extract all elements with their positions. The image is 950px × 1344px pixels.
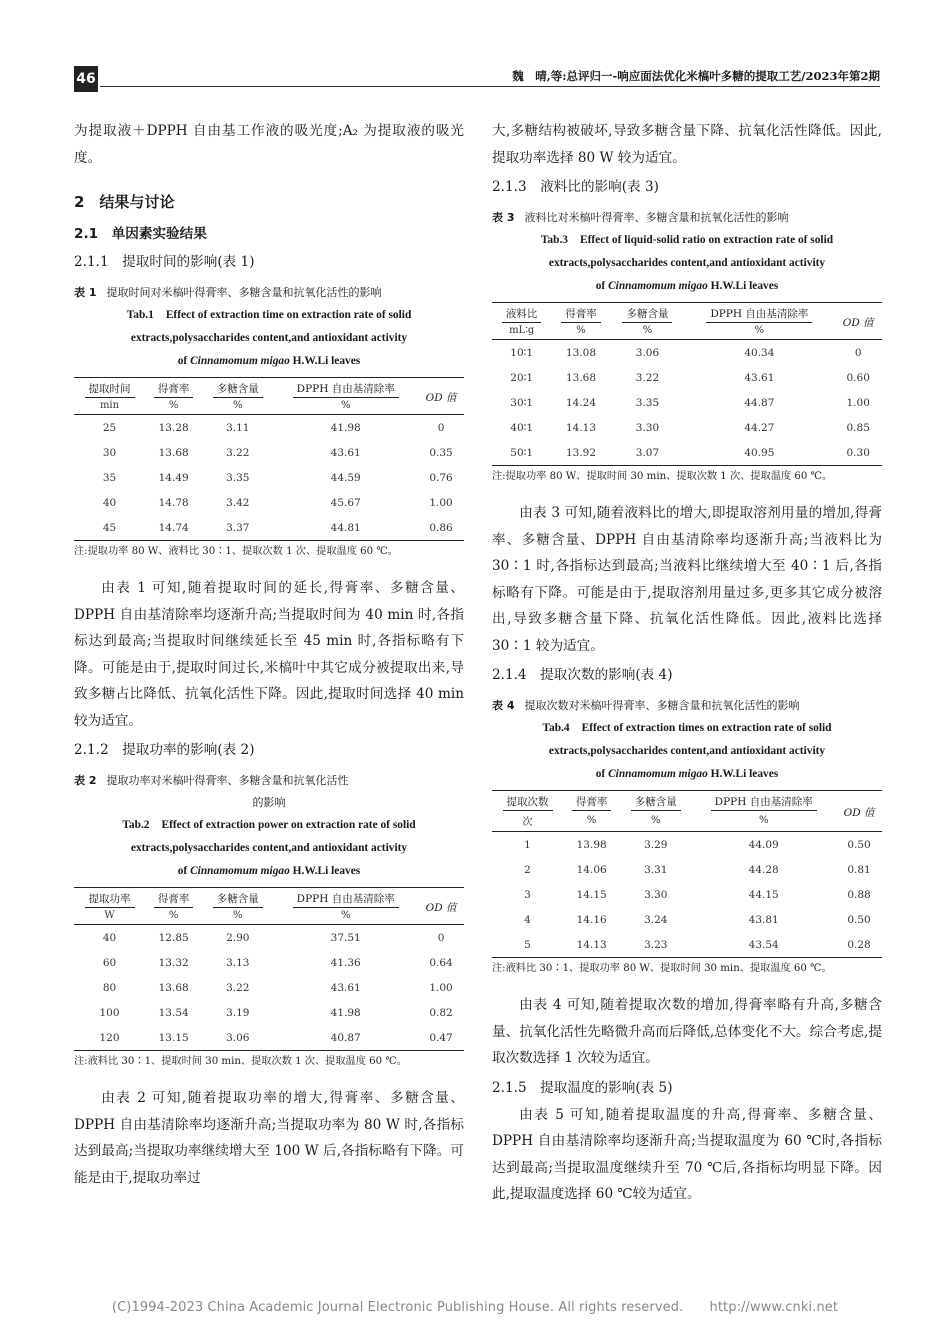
- left-column: [74, 118, 464, 1191]
- data-table: [492, 302, 882, 466]
- caption-text: of: [595, 768, 609, 780]
- table-cell: 3.35: [635, 396, 660, 409]
- table-cell: 45: [74, 515, 145, 541]
- table-cell: 44.27: [744, 421, 775, 434]
- table-cell: 14.74: [145, 515, 202, 541]
- table-caption-text: 液料比对米槁叶得膏率、多糖含量和抗氧化活性的影响: [524, 211, 789, 224]
- table-row: [74, 515, 464, 541]
- caption-text: H.W.Li leaves: [289, 355, 361, 367]
- column-header: [492, 303, 551, 325]
- table-cell: 14.06: [576, 863, 607, 876]
- column-unit: %: [145, 909, 202, 925]
- table-cell: 3.22: [635, 371, 660, 384]
- column-unit: min: [74, 399, 145, 415]
- table-cell: 43.81: [748, 913, 779, 926]
- table-cell: 0.60: [846, 371, 870, 384]
- table-cell: 0.28: [836, 932, 882, 958]
- table-caption-en-line: Effect of extraction power on extraction rate of solid: [161, 819, 416, 831]
- caption-text: of: [595, 280, 609, 292]
- column-unit: 次: [492, 812, 563, 832]
- column-header-label: 得膏率: [572, 794, 612, 811]
- body-paragraph: 由表 3 可知,随着液料比的增大,即提取溶剂用量的增加,得膏率、多糖含量、DPPH 自由基清除率均逐渐升高;当液料比为 30∶1 时,各指标达到最高;当液料比继续增大至 40∶1 后,各指标略有下降。可能是由于,提取溶剂用量过多,更多其它成分被溶出,导致多糖含量下降、抗氧化活性降低。因此,液料比选择 30∶1 较为适宜。: [492, 505, 882, 654]
- table-cell: 3.24: [644, 913, 668, 926]
- copyright-footer: (C)1994-2023 China Academic Journal Electronic Publishing House. All rights reserved. http://www.cnki.net: [111, 1300, 839, 1315]
- table-cell: 0.82: [429, 1006, 453, 1019]
- table-caption-en-line: Effect of extraction times on extraction rate of solid: [581, 722, 832, 734]
- table-caption-en-line: extracts,polysaccharides content,and antioxidant activity: [548, 745, 826, 757]
- table-cell: 13.54: [158, 1006, 189, 1019]
- table-row: [74, 1025, 464, 1051]
- table-caption-en: [492, 717, 882, 786]
- table-cell: 43.61: [330, 446, 361, 459]
- table-cell: 40.95: [684, 440, 834, 466]
- table-cell: 14.49: [158, 471, 189, 484]
- body-paragraph: 由表 1 可知,随着提取时间的延长,得膏率、多糖含量、DPPH 自由基清除率均逐渐升高;当提取时间为 40 min 时,各指标达到最高;当提取时间继续延长至 45 min 时,各指标略有下降。可能是由于,提取时间过长,米槁叶中其它成分被提取出来,导致多糖占比降低、抗氧化活性下降。因此,提取时间选择 40 min 较为适宜。: [74, 580, 464, 729]
- column-unit: W: [74, 909, 145, 925]
- table-row: [492, 882, 882, 907]
- table-row: [492, 340, 882, 366]
- table-row: [74, 490, 464, 515]
- table-label-en: Tab.2: [122, 819, 150, 831]
- column-header: [684, 303, 834, 325]
- column-header: OD 值: [418, 888, 464, 925]
- table-cell: 43.61: [330, 981, 361, 994]
- table-row: [74, 440, 464, 465]
- table-cell: 3.29: [644, 838, 668, 851]
- table-label: 表 1: [74, 286, 97, 299]
- table-cell: 1.00: [429, 496, 453, 509]
- table-cell: 3.23: [620, 932, 691, 958]
- table-cell: 13.32: [158, 956, 189, 969]
- table-cell: 3.19: [226, 1006, 250, 1019]
- table-row: [492, 390, 882, 415]
- column-unit: %: [691, 812, 836, 832]
- table-cell: 0.50: [847, 838, 871, 851]
- column-header: [202, 378, 273, 400]
- table-cell: 35: [102, 471, 117, 484]
- column-header: [202, 888, 273, 910]
- column-header-label: DPPH 自由基清除率: [711, 794, 817, 811]
- table-cell: 25: [102, 421, 117, 434]
- table-row: [492, 440, 882, 466]
- section-title: 2 结果与讨论: [74, 193, 175, 211]
- table-cell: 13.28: [158, 421, 189, 434]
- subsection-heading: 2.1.1 提取时间的影响(表 1): [74, 254, 255, 270]
- table-row: [74, 1000, 464, 1025]
- right-column: [492, 118, 882, 1208]
- table-cell: 3.07: [611, 440, 685, 466]
- table-note: 注:提取功率 80 W、液料比 30∶1、提取次数 1 次、提取温度 60 ℃。: [74, 546, 398, 557]
- table-cell: 14.15: [576, 888, 607, 901]
- column-header: [563, 791, 620, 813]
- table-row: [74, 950, 464, 975]
- table-caption-text: 的影响: [252, 796, 286, 809]
- table-cell: 13.15: [145, 1025, 202, 1051]
- table-label: 表 4: [492, 699, 515, 712]
- caption-text: H.W.Li leaves: [707, 768, 779, 780]
- table-cell: 41.98: [330, 421, 361, 434]
- table-cell: 3.11: [226, 421, 250, 434]
- running-title: 魏 晴,等:总评归一-响应面法优化米槁叶多糖的提取工艺/2023年第2期: [506, 68, 880, 84]
- column-header: [620, 791, 691, 813]
- table-cell: 40: [102, 496, 117, 509]
- header-rule: [100, 86, 880, 87]
- column-header: [74, 888, 145, 910]
- table-cell: 43.54: [691, 932, 836, 958]
- table-cell: 45.67: [330, 496, 361, 509]
- table-cell: 10∶1: [510, 346, 534, 359]
- column-header-label: 多糖含量: [213, 891, 263, 908]
- table-label: 表 2: [74, 774, 97, 787]
- table-cell: 43.61: [744, 371, 775, 384]
- column-header: [611, 303, 685, 325]
- data-table: [492, 790, 882, 958]
- column-header-label: 提取时间: [85, 381, 135, 398]
- column-unit: %: [551, 324, 610, 340]
- table-cell: 3.06: [202, 1025, 273, 1051]
- table-cell: 41.36: [330, 956, 361, 969]
- table-row: [74, 465, 464, 490]
- table-cell: 14.24: [565, 396, 597, 409]
- table-cell: 3.22: [226, 446, 250, 459]
- column-unit: %: [684, 324, 834, 340]
- table-cell: 50∶1: [492, 440, 551, 466]
- table-cell: 0: [437, 931, 445, 944]
- table-cell: 12.85: [158, 931, 189, 944]
- table-cell: 3.30: [635, 421, 660, 434]
- table-label-en: Tab.3: [540, 234, 568, 246]
- table-cell: 30: [102, 446, 117, 459]
- species-name: Cinnamomum migao: [608, 280, 708, 292]
- table-cell: 13.98: [576, 838, 607, 851]
- table-cell: 0.81: [847, 863, 871, 876]
- species-name: Cinnamomum migao: [190, 355, 290, 367]
- caption-text: of: [177, 865, 191, 877]
- column-header: OD 值: [418, 378, 464, 415]
- table-row: [492, 832, 882, 858]
- running-header: [74, 66, 880, 94]
- column-unit: %: [563, 812, 620, 832]
- table-cell: 44.09: [748, 838, 779, 851]
- subsection-heading: 2.1.5 提取温度的影响(表 5): [492, 1079, 673, 1096]
- table-cell: 14.13: [565, 421, 597, 434]
- table-label-en: Tab.4: [542, 722, 570, 734]
- table-cell: 120: [74, 1025, 145, 1051]
- table-caption-text: 提取时间对米槁叶得膏率、多糖含量和抗氧化活性的影响: [106, 286, 382, 299]
- table-cell: 0.47: [418, 1025, 464, 1051]
- table-cell: 100: [99, 1006, 120, 1019]
- column-unit: %: [202, 399, 273, 415]
- column-header-label: DPPH 自由基清除率: [293, 381, 399, 398]
- table-cell: 44.81: [273, 515, 418, 541]
- subsection-heading: [74, 222, 464, 246]
- column-header-label: 液料比: [502, 306, 542, 323]
- table-caption-text: 提取次数对米槁叶得膏率、多糖含量和抗氧化活性的影响: [524, 699, 800, 712]
- data-table: [74, 887, 464, 1051]
- table-cell: 44.28: [748, 863, 779, 876]
- body-paragraph: 大,多糖结构被破坏,导致多糖含量下降、抗氧化活性降低。因此,提取功率选择 80 W 较为适宜。: [492, 123, 882, 166]
- subsection-heading: 2.1.3 液料比的影响(表 3): [492, 179, 659, 195]
- table-caption-cn: [74, 770, 464, 814]
- column-unit: %: [611, 324, 685, 340]
- table-cell: 3.30: [644, 888, 668, 901]
- caption-text: H.W.Li leaves: [707, 280, 779, 292]
- table-row: [492, 857, 882, 882]
- table-cell: 40.87: [273, 1025, 418, 1051]
- table-caption-en: [74, 814, 464, 883]
- column-header-label: 得膏率: [561, 306, 601, 323]
- table-caption-text: 提取功率对米槁叶得膏率、多糖含量和抗氧化活性: [106, 774, 349, 787]
- table-row: [74, 925, 464, 951]
- subsection-heading: 2.1.4 提取次数的影响(表 4): [492, 667, 673, 683]
- caption-text: of: [177, 355, 191, 367]
- column-header: [74, 378, 145, 400]
- table-cell: 13.68: [158, 446, 189, 459]
- table-cell: 3.42: [226, 496, 250, 509]
- table-row: [492, 415, 882, 440]
- table-row: [492, 907, 882, 932]
- table-note: 注:液料比 30∶1、提取功率 80 W、提取时间 30 min、提取温度 60 ℃。: [492, 963, 832, 974]
- column-header: [273, 888, 418, 910]
- table-cell: 3.22: [226, 981, 250, 994]
- table-cell: 44.15: [748, 888, 779, 901]
- table-note: 注:液料比 30∶1、提取时间 30 min、提取次数 1 次、提取温度 60 ℃。: [74, 1056, 407, 1067]
- table-cell: 41.98: [330, 1006, 361, 1019]
- table-cell: 14.16: [576, 913, 607, 926]
- column-header-label: 提取次数: [503, 794, 553, 811]
- table-cell: 0.35: [429, 446, 453, 459]
- table-caption-en: [74, 304, 464, 373]
- column-header-label: 得膏率: [154, 891, 194, 908]
- table-cell: 0.85: [846, 421, 870, 434]
- table-label: 表 3: [492, 211, 515, 224]
- table-cell: 0.64: [429, 956, 453, 969]
- table-caption-en-line: extracts,polysaccharides content,and antioxidant activity: [548, 257, 826, 269]
- column-header: [145, 378, 202, 400]
- column-header-label: 多糖含量: [622, 306, 672, 323]
- table-cell: 5: [492, 932, 563, 958]
- table-cell: 0.30: [834, 440, 882, 466]
- species-name: Cinnamomum migao: [608, 768, 708, 780]
- subsection-heading: 2.1.2 提取功率的影响(表 2): [74, 742, 255, 758]
- column-header: [273, 378, 418, 400]
- table-caption-en-line: extracts,polysaccharides content,and antioxidant activity: [130, 332, 408, 344]
- table-cell: 3.35: [226, 471, 250, 484]
- column-header: [691, 791, 836, 813]
- column-unit: %: [273, 909, 418, 925]
- table-row: [74, 975, 464, 1000]
- table-caption-cn: [74, 282, 464, 304]
- subsection-label: 2.1 单因素实验结果: [74, 226, 207, 242]
- table-caption-en-line: extracts,polysaccharides content,and antioxidant activity: [130, 842, 408, 854]
- table-cell: 0: [854, 346, 862, 359]
- table-cell: 40: [102, 931, 117, 944]
- table-cell: 3.06: [635, 346, 660, 359]
- column-header: OD 值: [834, 303, 882, 340]
- table-cell: 0.50: [847, 913, 871, 926]
- body-paragraph: 由表 4 可知,随着提取次数的增加,得膏率略有升高,多糖含量、抗氧化活性先略微升高而后降低,总体变化不大。综合考虑,提取次数选择 1 次较为适宜。: [492, 997, 882, 1066]
- table-cell: 3: [524, 888, 531, 901]
- column-unit: %: [202, 909, 273, 925]
- table-label-en: Tab.1: [126, 309, 154, 321]
- table-caption-en-line: [500, 763, 874, 786]
- table-cell: 40∶1: [510, 421, 534, 434]
- column-header-label: DPPH 自由基清除率: [706, 306, 812, 323]
- table-cell: 0.86: [418, 515, 464, 541]
- column-header: [551, 303, 610, 325]
- column-header: [492, 791, 563, 813]
- table-cell: 13.08: [565, 346, 597, 359]
- table-row: [492, 932, 882, 958]
- table-cell: 1.00: [429, 981, 453, 994]
- species-name: Cinnamomum migao: [190, 865, 290, 877]
- column-header: OD 值: [836, 791, 882, 832]
- table-cell: 3.31: [644, 863, 668, 876]
- table-cell: 3.37: [202, 515, 273, 541]
- table-cell: 44.87: [744, 396, 775, 409]
- column-header-label: 提取功率: [85, 891, 135, 908]
- table-cell: 30∶1: [510, 396, 534, 409]
- table-caption-en-line: Effect of extraction time on extraction rate of solid: [165, 309, 412, 321]
- table-row: [492, 365, 882, 390]
- table-cell: 13.68: [565, 371, 597, 384]
- table-cell: 40.34: [744, 346, 775, 359]
- table-caption-en-line: Effect of liquid-solid ratio on extraction rate of solid: [580, 234, 834, 246]
- table-cell: 14.78: [158, 496, 189, 509]
- table-cell: 13.68: [158, 981, 189, 994]
- intro-paragraph: 为提取液＋DPPH 自由基工作液的吸光度;A₂ 为提取液的吸光度。: [74, 123, 464, 166]
- table-cell: 0.88: [847, 888, 871, 901]
- table-cell: 20∶1: [510, 371, 534, 384]
- column-header: [145, 888, 202, 910]
- table-cell: 14.13: [563, 932, 620, 958]
- table-cell: 44.59: [330, 471, 361, 484]
- column-unit: %: [620, 812, 691, 832]
- column-header-label: 多糖含量: [213, 381, 263, 398]
- column-unit: %: [145, 399, 202, 415]
- table-caption-cn: [492, 207, 882, 229]
- table-cell: 1: [524, 838, 531, 851]
- table-caption-en-line: [82, 350, 456, 373]
- body-paragraph: 由表 5 可知,随着提取温度的升高,得膏率、多糖含量、DPPH 自由基清除率均逐渐升高;当提取温度为 60 ℃时,各指标达到最高;当提取温度继续升至 70 ℃后,各指标均明显下降。因此,提取温度选择 60 ℃较为适宜。: [492, 1106, 882, 1202]
- table-cell: 13.92: [551, 440, 610, 466]
- table-cell: 60: [102, 956, 117, 969]
- table-cell: 2.90: [226, 931, 250, 944]
- page-number: 46: [74, 66, 98, 92]
- column-unit: mL∶g: [492, 324, 551, 340]
- column-unit: %: [273, 399, 418, 415]
- column-header-label: 多糖含量: [631, 794, 681, 811]
- column-header-label: DPPH 自由基清除率: [293, 891, 399, 908]
- table-cell: 4: [524, 913, 531, 926]
- caption-text: H.W.Li leaves: [289, 865, 361, 877]
- table-row: [74, 415, 464, 441]
- table-cell: 2: [524, 863, 531, 876]
- table-cell: 80: [102, 981, 117, 994]
- table-caption-en-line: [82, 860, 456, 883]
- body-paragraph: 由表 2 可知,随着提取功率的增大,得膏率、多糖含量、DPPH 自由基清除率均逐渐升高;当提取功率为 80 W 时,各指标达到最高;当提取功率继续增大至 100 W 后,各指标略有下降。可能是由于,提取功率过: [74, 1090, 464, 1186]
- column-header-label: 得膏率: [154, 381, 194, 398]
- table-cell: 0.76: [429, 471, 453, 484]
- table-cell: 1.00: [846, 396, 870, 409]
- table-cell: 37.51: [330, 931, 361, 944]
- table-note: 注:提取功率 80 W、提取时间 30 min、提取次数 1 次、提取温度 60 ℃。: [492, 471, 833, 482]
- table-cell: 3.13: [226, 956, 250, 969]
- table-caption-en: [492, 229, 882, 298]
- table-caption-en-line: [500, 275, 874, 298]
- table-cell: 0: [437, 421, 445, 434]
- table-caption-cn: [492, 695, 882, 717]
- data-table: [74, 377, 464, 541]
